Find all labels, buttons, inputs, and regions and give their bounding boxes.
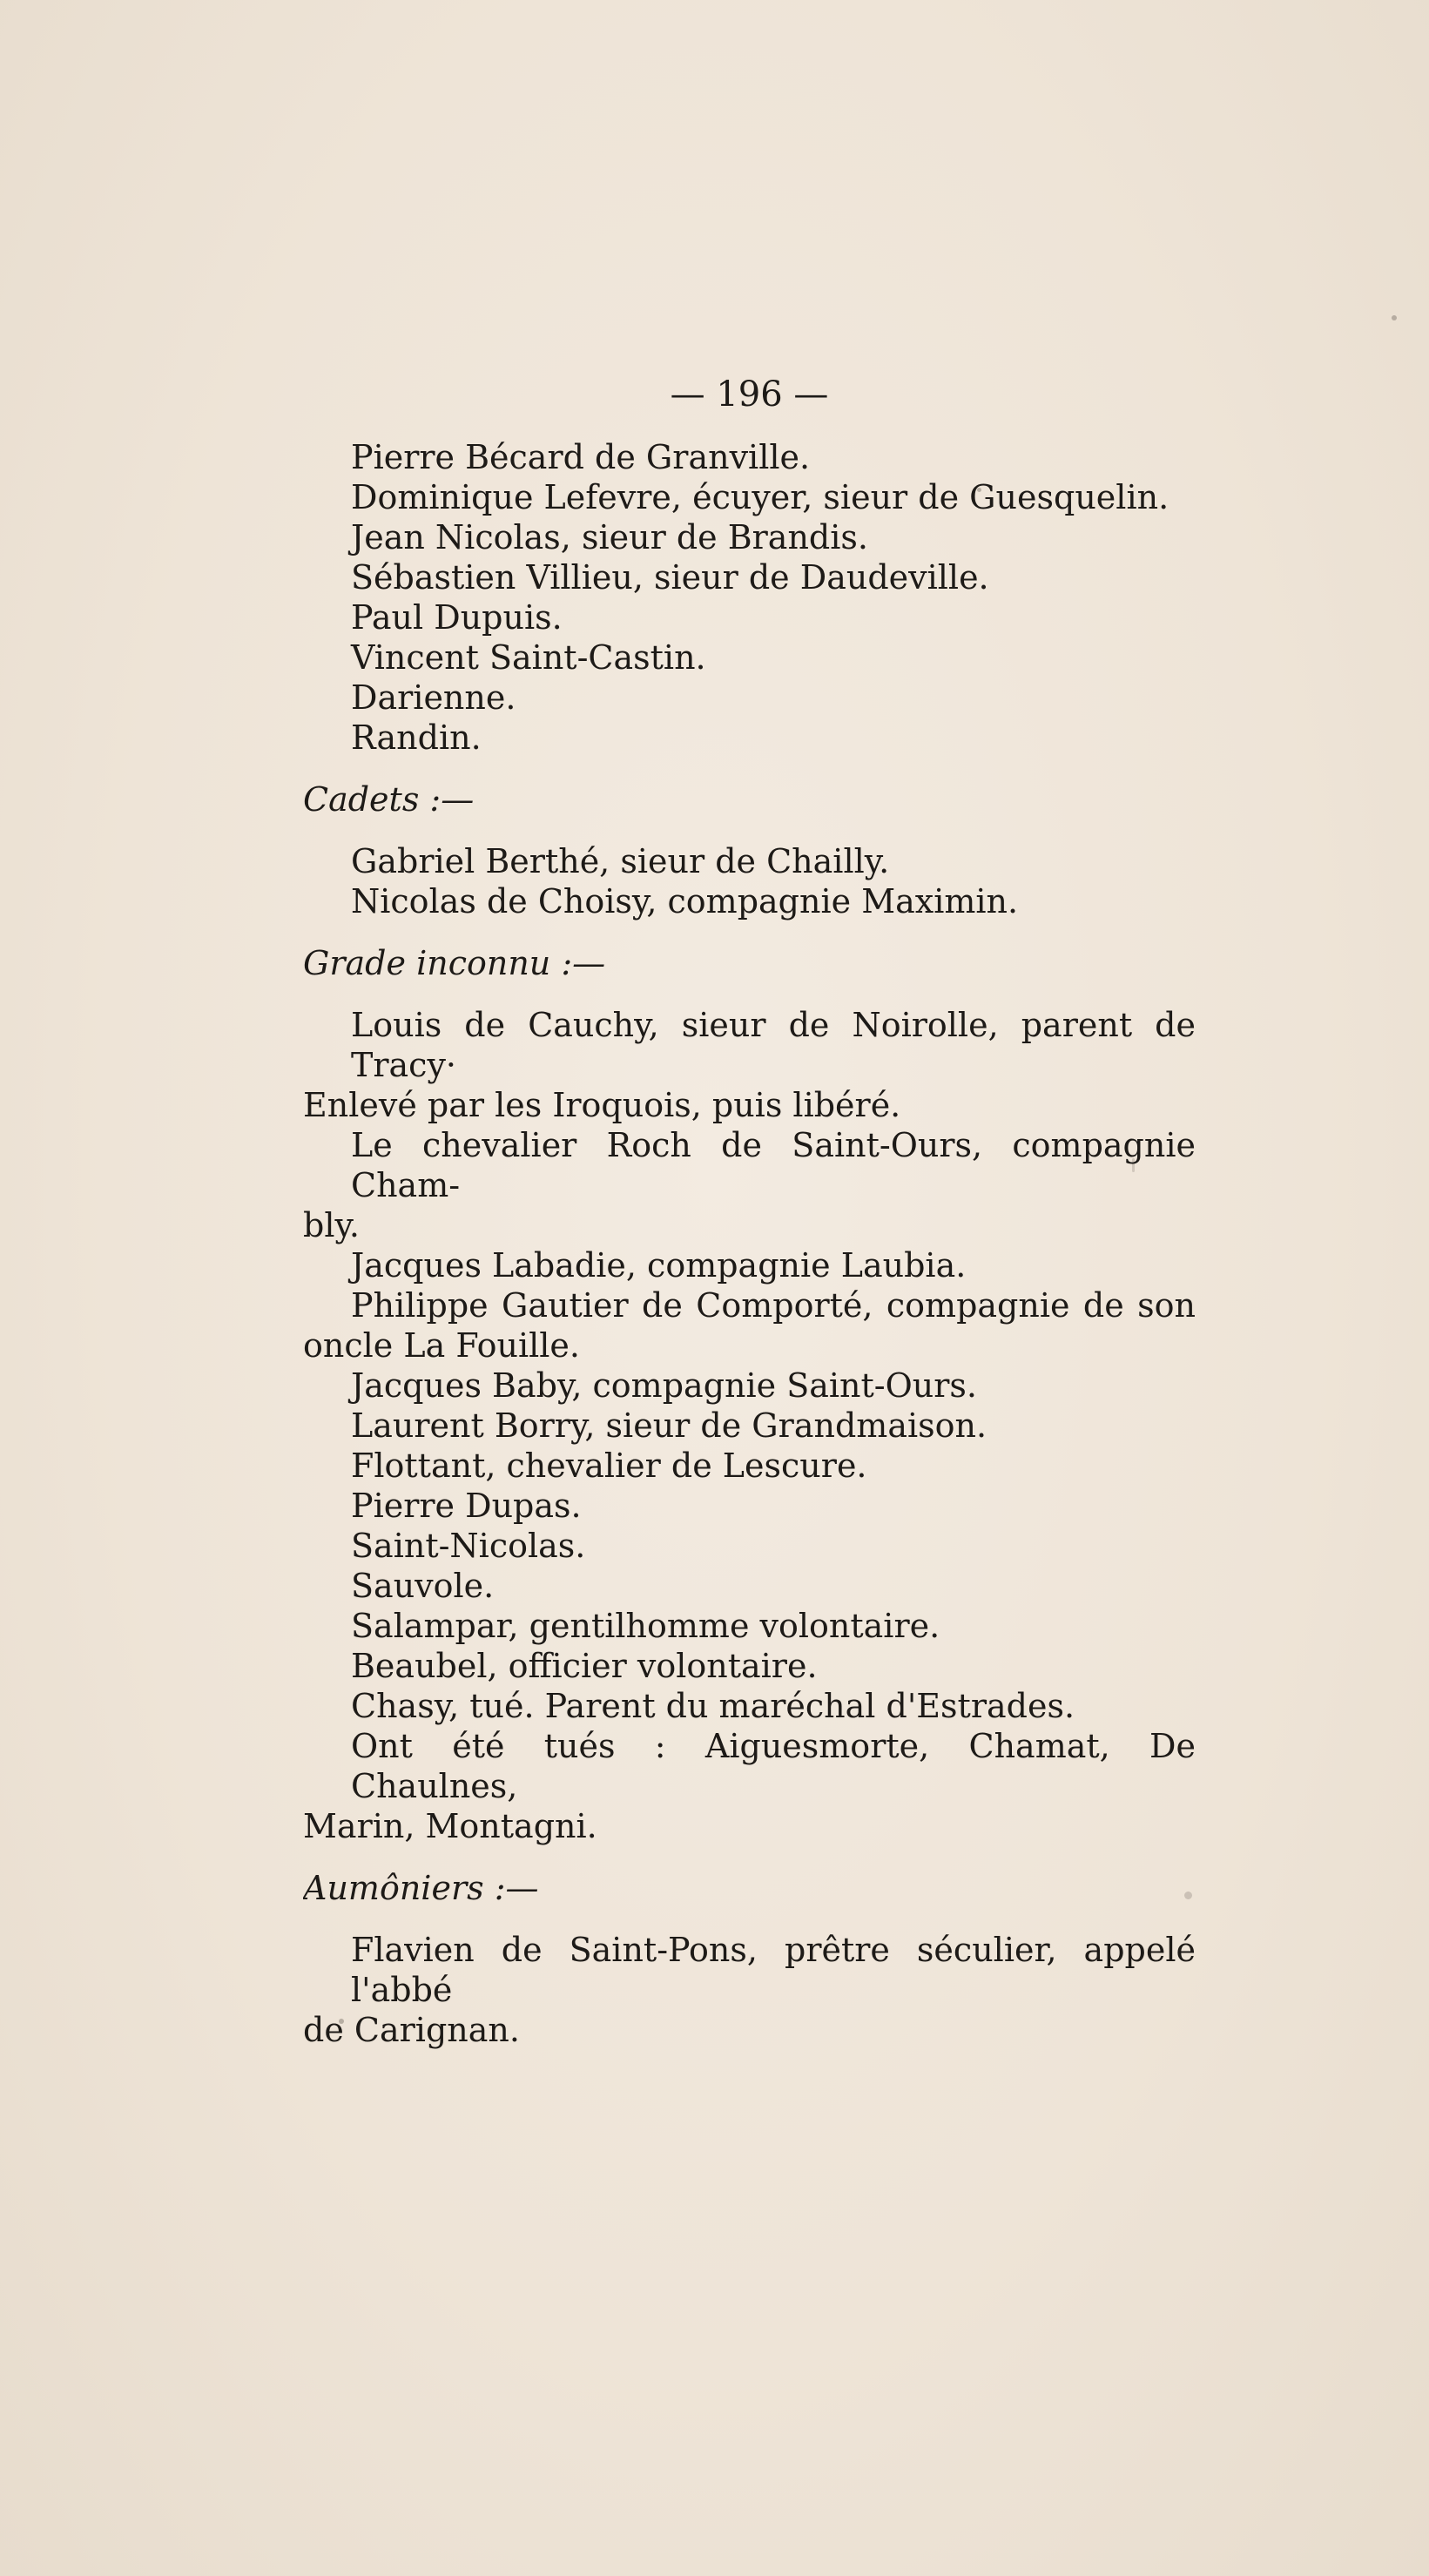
section: [303, 779, 1196, 921]
text-line: Salampar, gentilhomme volontaire.: [351, 1607, 940, 1645]
sections: [303, 437, 1196, 2050]
text-line: Randin.: [351, 718, 482, 757]
section-heading: Grade inconnu :—: [303, 944, 606, 982]
text-line: Ont été tués : Aiguesmorte, Chamat, De Chaulnes,: [351, 1727, 1196, 1805]
text-line: Paul Dupuis.: [351, 598, 563, 637]
text-line: Jean Nicolas, sieur de Brandis.: [351, 518, 868, 556]
text-line: bly.: [303, 1206, 360, 1244]
text-line: Flottant, chevalier de Lescure.: [351, 1446, 867, 1485]
text-line: Jacques Baby, compagnie Saint-Ours.: [351, 1366, 978, 1405]
text-line: Enlevé par les Iroquois, puis libéré.: [303, 1086, 901, 1124]
text-line: Flavien de Saint-Pons, prêtre séculier, appelé l'abbé: [351, 1931, 1196, 2009]
text-line: Pierre Bécard de Granville.: [351, 438, 811, 476]
text-line: Le chevalier Roch de Saint-Ours, compagnie Cham-: [351, 1126, 1196, 1204]
section-heading: Cadets :—: [303, 780, 475, 819]
section: [303, 1868, 1196, 2050]
text-line: Darienne.: [351, 678, 516, 717]
paper-speck: [1392, 315, 1397, 320]
text-line: Beaubel, officier volontaire.: [351, 1647, 818, 1685]
text-line: Nicolas de Choisy, compagnie Maximin.: [351, 882, 1019, 920]
text-line: oncle La Fouille.: [303, 1326, 580, 1365]
section: [303, 437, 1196, 758]
text-line: Saint-Nicolas.: [351, 1527, 586, 1565]
text-line: Laurent Borry, sieur de Grandmaison.: [351, 1406, 987, 1445]
page-text: [303, 373, 1196, 2050]
page-number: — 196 —: [670, 374, 829, 415]
text-line: Sauvole.: [351, 1567, 495, 1605]
text-line: Sébastien Villieu, sieur de Daudeville.: [351, 558, 989, 597]
text-line: Marin, Montagni.: [303, 1807, 597, 1845]
text-line: Dominique Lefevre, écuyer, sieur de Guesquelin.: [351, 478, 1169, 516]
text-line: Chasy, tué. Parent du maréchal d'Estrades.: [351, 1687, 1075, 1725]
text-line: Philippe Gautier de Comporté, compagnie de son: [351, 1286, 1196, 1325]
text-line: Gabriel Berthé, sieur de Chailly.: [351, 842, 890, 880]
section: [303, 943, 1196, 1846]
text-line: Vincent Saint-Castin.: [351, 638, 706, 677]
section-heading: Aumôniers :—: [303, 1869, 539, 1907]
text-line: Jacques Labadie, compagnie Laubia.: [351, 1246, 967, 1285]
text-line: Louis de Cauchy, sieur de Noirolle, parent de Tracy·: [351, 1006, 1196, 1084]
text-line: de Carignan.: [303, 2011, 520, 2049]
text-line: Pierre Dupas.: [351, 1487, 582, 1525]
